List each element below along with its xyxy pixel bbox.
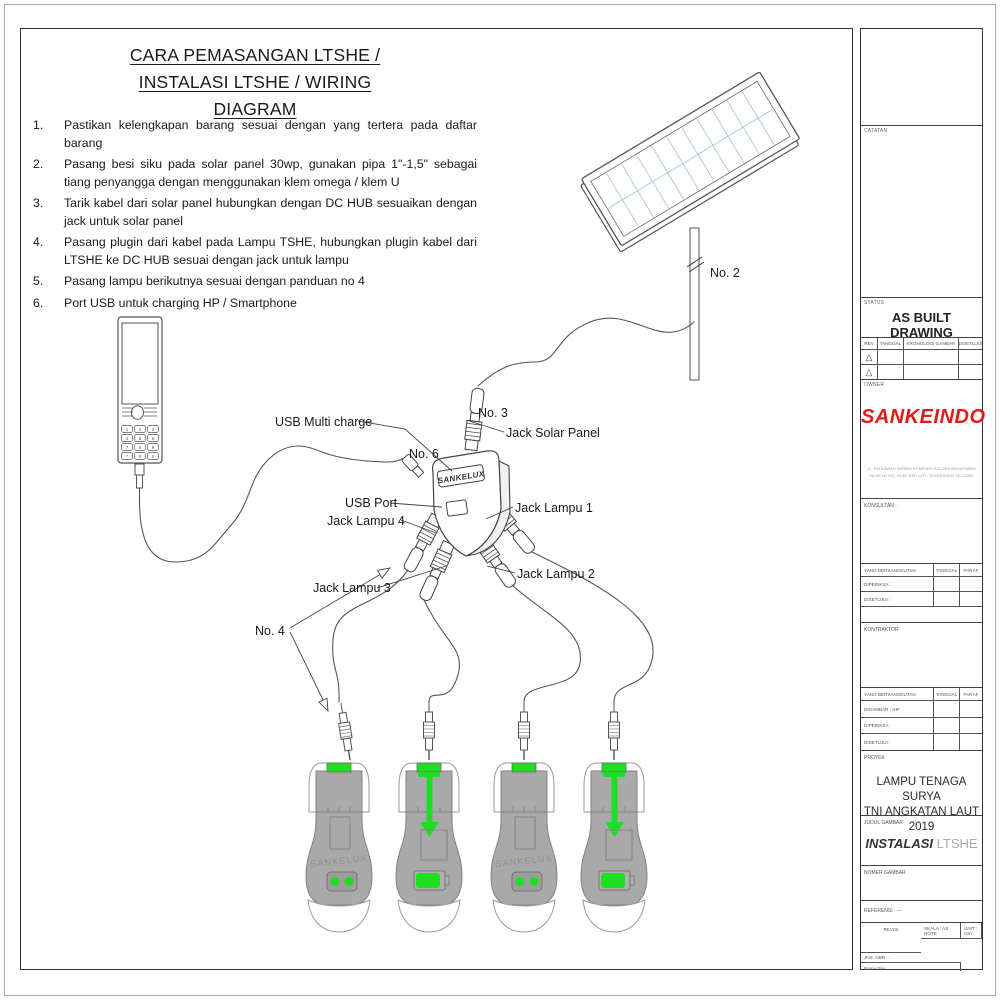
label-jack-lampu-1: Jack Lampu 1: [515, 501, 593, 515]
title-block: [860, 28, 986, 971]
cable-solar-to-hub: [478, 318, 694, 386]
project-name: LAMPU TENAGA SURYA TNI ANGKATAN LAUT 2019: [863, 776, 980, 833]
title-block-footer: SKALA : AS NOTE UNIT : mm REVISI JNS. GBR : - Nama File: [861, 923, 982, 971]
svg-text:*: *: [126, 453, 128, 459]
instruction-item: 4. Pasang plugin dari kabel pada Lampu TSHE, hubungkan plugin kabel dari LTSHE ke DC HUB sesuai dengan jack untuk lampu: [33, 235, 477, 267]
wiring-diagram: SANKELUX No. 2 1 2 3 4 5 6 7 8 9 * 0 # SANKELUX USB Multi charge No. 6 No. 3 Jack Solar Panel USB Port Jack Lampu 4 Jack Lampu 1 Jack Lampu 2 Jack Lampu 3 No. 4: [0, 0, 1000, 1000]
label-usb-multi-charge: USB Multi charge: [275, 415, 373, 429]
lamp-4: [581, 763, 647, 932]
lamp-2: [396, 763, 462, 932]
title-block-owner: OWNER SANKEINDO JL. PAHLAWAN SERIBU KOMPLEK GOLDEN BOULEVARD BLOK H2 NO. 43-46, BSD CITY, TANGERANG SELATAN: [861, 380, 982, 499]
label-usb-port: USB Port: [345, 496, 398, 510]
svg-text:6: 6: [151, 435, 155, 441]
svg-text:2: 2: [138, 426, 142, 432]
lamp-plug: [424, 702, 435, 760]
instruction-item: 6. Port USB untuk charging HP / Smartphone: [33, 295, 297, 310]
phone-charge-connector: [135, 464, 144, 475]
revision-triangle: △: [865, 366, 873, 377]
title-block-kontraktor: KONTRAKTOR: [861, 623, 982, 688]
phone-screen: [122, 323, 158, 404]
svg-text:7: 7: [125, 444, 129, 450]
lamp-plug: [519, 702, 530, 760]
hub-brand-text: SANKELUX: [437, 469, 486, 486]
label-jack-lampu-2: Jack Lampu 2: [517, 567, 595, 581]
svg-text:8: 8: [138, 444, 142, 450]
owner-address: JL. PAHLAWAN SERIBU KOMPLEK GOLDEN BOULEVARD BLOK H2 NO. 43-46, BSD CITY, TANGERANG SELATAN: [867, 466, 976, 478]
hub-usb-port: [446, 500, 468, 517]
lamp-3: [491, 763, 557, 932]
title-block-sig-kontraktor: YANG BERSANGKUTAN TANGGAL PARAF DIGAMBAR : IHF DIPERIKSA : DISETUJUI :: [861, 688, 982, 751]
instruction-item: 2. Pasang besi siku pada solar panel 30wp, gunakan pipa 1"-1,5" sebagai tiang penyangga dengan menggunakan klem omega / klem U: [33, 157, 477, 189]
title-block-sig-konsultan: YANG BERSANGKUTAN TANGGAL PARAF DIPERIKSA : DISETUJUI :: [861, 564, 982, 623]
revision-triangle: △: [865, 351, 873, 362]
label-jack-solar-panel: Jack Solar Panel: [506, 426, 600, 440]
owner-logo-text: SANKEINDO: [861, 406, 986, 428]
status-value: AS BUILT DRAWING: [890, 310, 953, 340]
title-block-proyek: PROYEK LAMPU TENAGA SURYA TNI ANGKATAN LAUT 2019: [861, 751, 982, 816]
title-block-status: STATUS AS BUILT DRAWING: [861, 298, 982, 338]
title-block-nomer: NOMER GAMBAR: [861, 866, 982, 901]
title-block-rev-table: REV TANGGAL KRONOLOGI GAMBAR DISETUJUI △ △: [861, 338, 982, 380]
title-block-judul: JUDUL GAMBAR INSTALASI LTSHE: [861, 816, 982, 866]
drawing-title-line2: INSTALASI LTSHE / WIRING DIAGRAM: [138, 72, 372, 119]
lamp-plug: [336, 702, 356, 761]
label-no4: No. 4: [255, 624, 285, 638]
instruction-item: 5. Pasang lampu berikutnya sesuai dengan panduan no 4: [33, 274, 365, 288]
label-no3: No. 3: [478, 406, 508, 420]
label-jack-lampu-4: Jack Lampu 4: [327, 514, 405, 528]
label-no6: No. 6: [409, 447, 439, 461]
lamp-plug: [609, 702, 620, 760]
solar-panel-pole: [687, 228, 704, 380]
phone-nav-button: [132, 406, 144, 420]
label-no2: No. 2: [710, 266, 740, 280]
title-block-blank: [861, 29, 982, 126]
title-block-catatan: CATATAN: [861, 126, 982, 298]
phone: [118, 317, 162, 488]
label-jack-lampu-3: Jack Lampu 3: [313, 581, 391, 595]
svg-text:9: 9: [151, 444, 155, 450]
arrowhead: [319, 698, 332, 713]
instruction-item: 1. Pastikan kelengkapan barang sesuai dengan yang tertera pada daftar barang: [33, 118, 477, 150]
lamp-1: [306, 763, 372, 932]
instruction-item: 3. Tarik kabel dari solar panel hubungkan dengan DC HUB sesuaikan dengan jack untuk solar panel: [33, 196, 477, 228]
svg-text:0: 0: [138, 453, 142, 459]
svg-text:4: 4: [125, 435, 129, 441]
drawing-name: INSTALASI LTSHE: [865, 836, 978, 851]
svg-text:3: 3: [151, 426, 155, 432]
svg-text:#: #: [151, 453, 155, 459]
title-block-konsultan: KONSULTAN :: [861, 499, 982, 564]
solar-panel: [578, 72, 802, 252]
svg-text:5: 5: [138, 435, 142, 441]
drawing-title-line1: CARA PEMASANGAN LTSHE /: [129, 45, 381, 65]
svg-text:1: 1: [125, 426, 129, 432]
title-block-referensi: REFERENSI : —: [861, 901, 982, 923]
arrowhead: [377, 564, 392, 578]
